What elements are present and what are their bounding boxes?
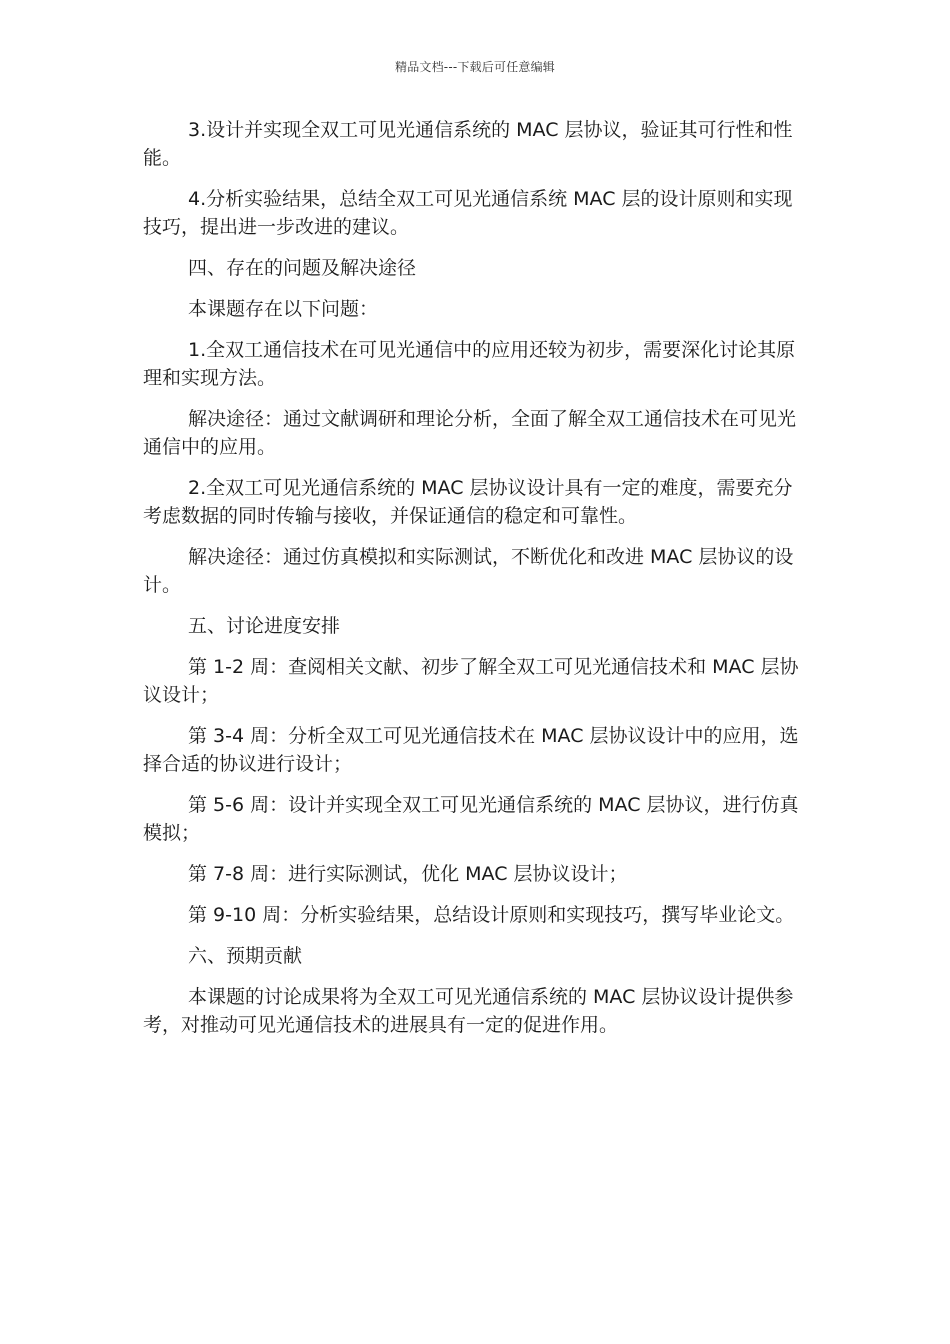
- page-header: 精品文档---下载后可任意编辑: [395, 60, 555, 74]
- paragraph-solution-1: 解决途径：通过文献调研和理论分析，全面了解全双工通信技术在可见光通信中的应用。: [143, 408, 797, 458]
- paragraph-objective-3: 3.设计并实现全双工可见光通信系统的 MAC 层协议，验证其可行性和性能。: [143, 119, 793, 169]
- schedule-item-week-1-2: 第 1-2 周：查阅相关文献、初步了解全双工可见光通信技术和 MAC 层协议设计；: [143, 656, 799, 706]
- paragraph-problem-1: 1.全双工通信技术在可见光通信中的应用还较为初步，需要深化讨论其原理和实现方法。: [143, 339, 796, 389]
- section-heading-contribution: 六、预期贡献: [188, 945, 303, 967]
- schedule-item-week-5-6: 第 5-6 周：设计并实现全双工可见光通信系统的 MAC 层协议，进行仿真模拟；: [143, 794, 799, 844]
- schedule-item-week-3-4: 第 3-4 周：分析全双工可见光通信技术在 MAC 层协议设计中的应用，选择合适的协议进行设计；: [143, 725, 799, 775]
- schedule-item-week-9-10: 第 9-10 周：分析实验结果，总结设计原则和实现技巧，撰写毕业论文。: [188, 904, 795, 926]
- paragraph-problems-intro: 本课题存在以下问题：: [188, 298, 379, 320]
- paragraph-problem-2: 2.全双工可见光通信系统的 MAC 层协议设计具有一定的难度，需要充分考虑数据的同时传输与接收，并保证通信的稳定和可靠性。: [143, 477, 793, 527]
- paragraph-solution-2: 解决途径：通过仿真模拟和实际测试，不断优化和改进 MAC 层协议的设计。: [143, 546, 794, 596]
- section-heading-schedule: 五、讨论进度安排: [188, 615, 341, 637]
- paragraph-objective-4: 4.分析实验结果，总结全双工可见光通信系统 MAC 层的设计原则和实现技巧，提出进一步改进的建议。: [143, 188, 793, 238]
- document-body: [143, 116, 808, 1052]
- schedule-item-week-7-8: 第 7-8 周：进行实际测试，优化 MAC 层协议设计；: [188, 863, 628, 885]
- section-heading-problems: 四、存在的问题及解决途径: [188, 257, 417, 279]
- paragraph-contribution: 本课题的讨论成果将为全双工可见光通信系统的 MAC 层协议设计提供参考，对推动可见光通信技术的进展具有一定的促进作用。: [143, 986, 794, 1036]
